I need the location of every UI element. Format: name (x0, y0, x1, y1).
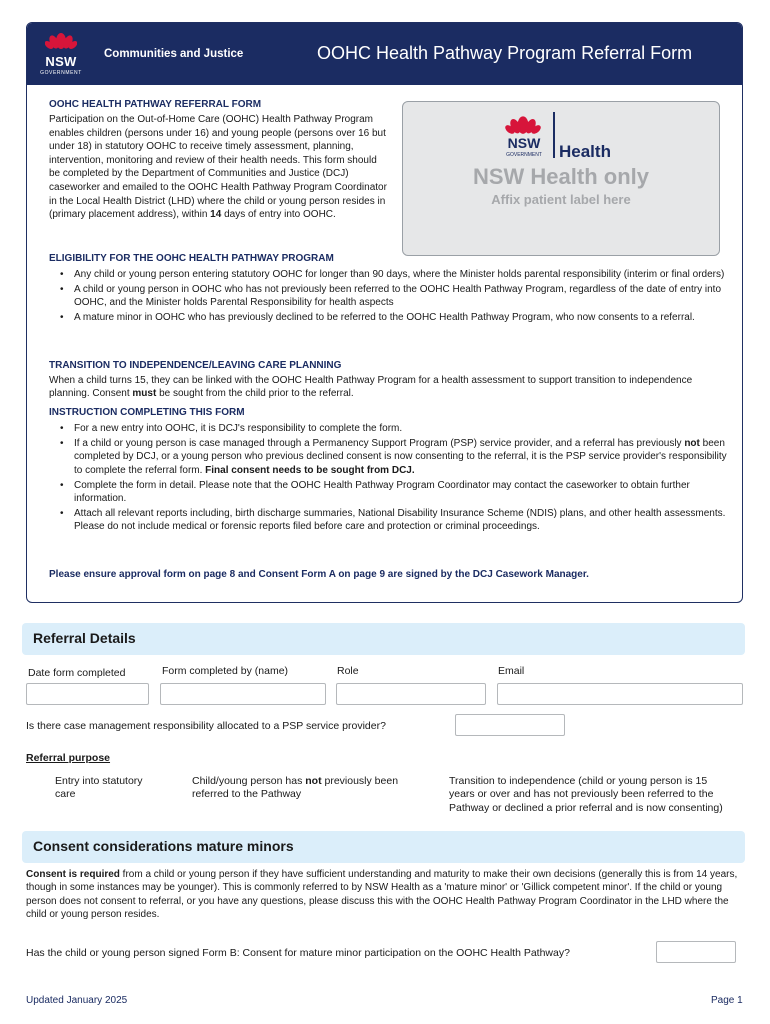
instruction-list (60, 422, 730, 535)
list-item: • Complete the form in detail. Please note that the OOHC Health Pathway Program Coordinator may contact the caseworker to obtain further information. (60, 479, 730, 506)
nsw-health-only-text: NSW Health only (472, 164, 649, 189)
transition-heading: TRANSITION TO INDEPENDENCE/LEAVING CARE PLANNING (49, 360, 342, 371)
approval-notice: Please ensure approval form on page 8 and Consent Form A on page 9 are signed by the DCJ Casework Manager. (49, 569, 589, 580)
nsw-logo-text: NSW (507, 135, 541, 151)
date-field[interactable] (26, 683, 149, 705)
nsw-government-logo (39, 29, 83, 79)
intro-heading: OOHC HEALTH PATHWAY REFERRAL FORM (49, 99, 262, 110)
government-logo-text: GOVERNMENT (40, 70, 82, 76)
health-logo-text: Health (559, 142, 611, 161)
referral-details-band (22, 623, 745, 655)
patient-label-box (402, 101, 720, 256)
consent-paragraph: Consent is required from a child or young person if they have sufficient understanding and maturity to make their own decisions (generally this is from 14 years, though in some instances may be younger). This is commonly referred to by NSW Health as a 'mature minor' or 'Gillick competent minor'. If the child or young person does not consent to referral, or you have any questions, please discuss this with the OOHC Health Pathway Program Coordinator in the LHD where the child or young person resides. (26, 869, 738, 921)
referral-purpose-heading: Referral purpose (26, 752, 111, 764)
nsw-logo-text: NSW (45, 54, 77, 69)
list-item: • A child or young person in OOHC who has not previously been referred to the OOHC Health Pathway Program, regardless of the date of entry into OOHC, and the Minister holds Parental Responsibility for health aspects (60, 283, 730, 310)
psp-question: Is there case management responsibility allocated to a PSP service provider? (26, 720, 386, 732)
consent-band (22, 831, 745, 863)
email-label: Email (498, 665, 525, 677)
nsw-health-logo (501, 112, 631, 162)
role-field[interactable] (336, 683, 486, 705)
email-field[interactable] (497, 683, 743, 705)
completed-by-label: Form completed by (name) (162, 665, 289, 677)
referral-details-heading: Referral Details (33, 630, 136, 646)
role-label: Role (337, 665, 359, 677)
form-title: OOHC Health Pathway Program Referral Form (317, 43, 693, 63)
eligibility-heading: ELIGIBILITY FOR THE OOHC HEALTH PATHWAY PROGRAM (49, 253, 334, 264)
list-item: • Any child or young person entering statutory OOHC for longer than 90 days, where the Minister holds parental responsibility (interim or final orders) (60, 268, 730, 281)
instruction-heading: INSTRUCTION COMPLETING THIS FORM (49, 407, 245, 418)
waratah-icon (505, 112, 541, 136)
purpose-option-entry[interactable]: Entry into statutory care (55, 775, 143, 801)
consent-heading: Consent considerations mature minors (33, 838, 294, 854)
government-logo-text: GOVERNMENT (506, 152, 542, 158)
transition-paragraph: When a child turns 15, they can be linked with the OOHC Health Pathway Program for a health assessment to support transition to independence planning. Consent must be sought from the child prior to the referral. (49, 375, 693, 400)
date-label: Date form completed (28, 667, 126, 679)
page-number: Page 1 (711, 995, 743, 1006)
waratah-icon (45, 29, 77, 51)
list-item: • For a new entry into OOHC, it is DCJ's responsibility to complete the form. (60, 422, 730, 435)
eligibility-list (60, 268, 730, 326)
updated-date: Updated January 2025 (26, 995, 128, 1006)
department-name: Communities and Justice (104, 48, 244, 60)
affix-label-text: Affix patient label here (491, 192, 631, 207)
psp-answer-field[interactable] (455, 714, 565, 736)
form-b-question: Has the child or young person signed Form B: Consent for mature minor participation on the OOHC Health Pathway? (26, 947, 570, 959)
intro-card (26, 22, 743, 603)
list-item: • Attach all relevant reports including, birth discharge summaries, National Disability Insurance Scheme (NDIS) plans, and other health assessments. Please do not include medical or forensic reports filed before care and protection or criminal proceedings. (60, 507, 730, 534)
form-b-answer-field[interactable] (656, 941, 736, 963)
purpose-option-not-referred[interactable]: Child/young person has not previously been referred to the Pathway (192, 775, 399, 801)
header-bar (27, 23, 742, 85)
logo-divider (553, 112, 555, 158)
intro-paragraph: Participation on the Out-of-Home Care (OOHC) Health Pathway Program enables children (persons under 16) and young people (persons over 16 but under 18) in statutory OOHC to receive timely assessment, planning, intervention, monitoring and review of their health needs. This form should be completed by the Department of Communities and Justice (DCJ) caseworker and emailed to the OOHC Health Pathway Program Coordinator in the Local Health District (LHD) where the child or young person resides in (primary placement address), within 14 days of entry into OOHC. (49, 114, 387, 221)
purpose-option-transition[interactable]: Transition to independence (child or young person is 15 years or over and has not previously been referred to the Pathway or declined a prior referral and is now consenting) (449, 775, 723, 814)
completed-by-field[interactable] (160, 683, 326, 705)
list-item: • If a child or young person is case managed through a Permanency Support Program (PSP) service provider, and a referral has previously not been completed by DCJ, or a young person who previous declined consent is now consenting to the referral, it is the PSP service provider's responsibility to complete the referral form. Final consent needs to be sought from DCJ. (60, 437, 730, 477)
list-item: • A mature minor in OOHC who has previously declined to be referred to the OOHC Health Pathway Program, who now consents to a referral. (60, 311, 730, 324)
